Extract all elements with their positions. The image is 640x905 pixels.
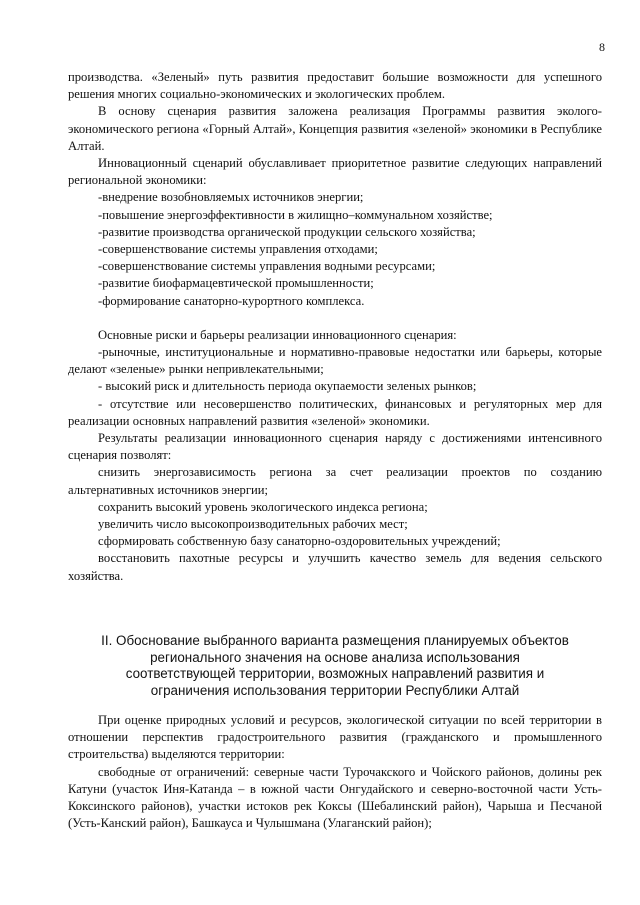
list-item: -повышение энергоэффективности в жилищно–коммунальном хозяйстве; (98, 207, 493, 222)
heading-line: соответствующей территории, возможных направлений развития и (125, 666, 545, 682)
heading-line: II. Обоснование выбранного варианта размещения планируемых объектов (101, 633, 569, 648)
list-item: - отсутствие или несовершенство политических, финансовых и регуляторных мер для реализации основных направлений развития «зеленой» экономики. (68, 396, 602, 428)
list-item: -формирование санаторно-курортного комплекса. (98, 293, 365, 308)
heading-line: регионального значения на основе анализа использования (150, 649, 520, 665)
heading-line: ограничения использования территории Республики Алтай (150, 682, 520, 698)
paragraph: Основные риски и барьеры реализации инновационного сценария: (98, 327, 457, 342)
list-item: -внедрение возобновляемых источников энергии; (98, 190, 364, 205)
list-item: увеличить число высокопроизводительных рабочих мест; (98, 517, 408, 532)
section-heading (68, 633, 602, 699)
list-item: снизить энергозависимость региона за счет реализации проектов по созданию альтернативных источников энергии; (68, 465, 602, 497)
list-item: - высокий риск и длительность периода окупаемости зеленых рынков; (98, 379, 477, 394)
list-item: восстановить пахотные ресурсы и улучшить качество земель для ведения сельского хозяйства. (68, 551, 602, 583)
paragraph: Инновационный сценарий обуславливает приоритетное развитие следующих направлений региональной экономики: (68, 156, 602, 188)
list-item: сформировать собственную базу санаторно-оздоровительных учреждений; (98, 534, 501, 549)
paragraph: При оценке природных условий и ресурсов, экологической ситуации по всей территории в отношении перспектив градостроительного развития (гражданского и промышленного строительства) выделяются территории: (68, 713, 602, 762)
list-item: сохранить высокий уровень экологического индекса региона; (98, 499, 428, 514)
paragraph: В основу сценария развития заложена реализация Программы развития эколого-экономического региона «Горный Алтай», Концепция развития «зеленой» экономики в Республике Алтай. (68, 104, 602, 153)
paragraph: производства. «Зеленый» путь развития предоставит большие возможности для успешного решения многих социально-экономических и экологических проблем. (68, 70, 602, 102)
list-item: -развитие производства органической продукции сельского хозяйства; (98, 224, 476, 239)
list-item: -развитие биофармацевтической промышленности; (98, 276, 374, 291)
list-item: -совершенствование системы управления водными ресурсами; (98, 259, 436, 274)
page-number: 8 (599, 40, 605, 54)
section-green-scenario (68, 69, 602, 585)
paragraph: Результаты реализации инновационного сценария наряду с достижениями интенсивного сценария позволят: (68, 431, 602, 463)
paragraph: свободные от ограничений: северные части Турочакского и Чойского районов, долины рек Катуни (участок Иня-Катанда – в южной части Онгудайского и северно-восточной части Усть-Коксинского районов), участки истоков рек Коксы (Шебалинский район), Чарыша и Песчаной (Усть-Канский район), Башкауса и Чулышмана (Улаганский район); (68, 764, 602, 831)
list-item: -рыночные, институциональные и нормативно-правовые недостатки или барьеры, которые делают «зеленые» рынки непривлекательными; (68, 345, 602, 377)
section-territory-assessment (68, 712, 602, 832)
list-item: -совершенствование системы управления отходами; (98, 242, 378, 257)
